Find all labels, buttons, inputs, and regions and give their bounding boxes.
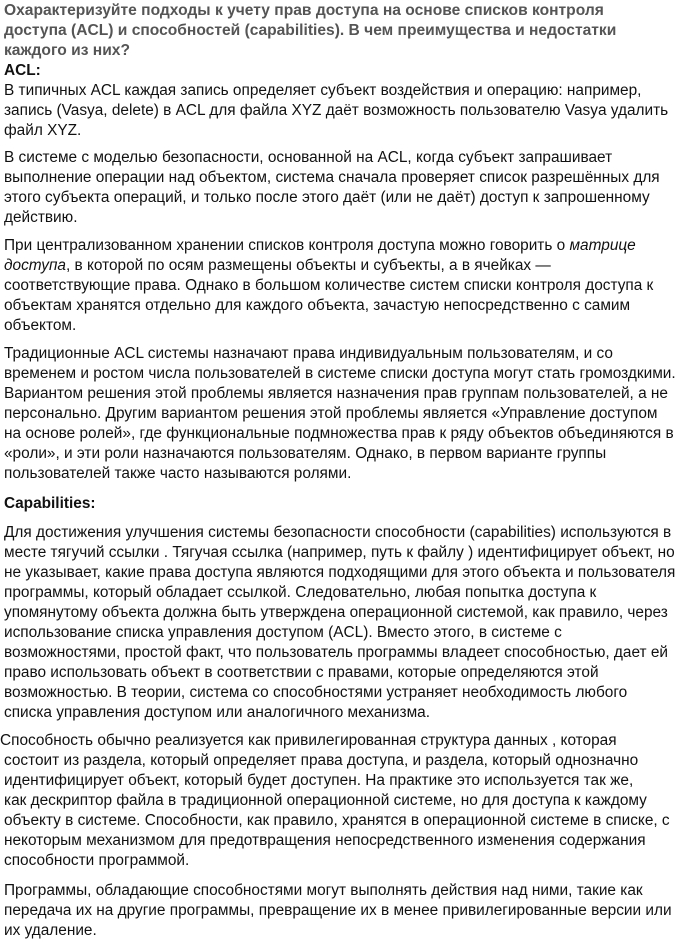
cap-p2-line-2: состоит из раздела, который определяет права доступа, и раздела, который однозначно (4, 752, 639, 769)
cap-p1-line-6: использование списка управления доступом (ACL). Вместо этого, в системе с (4, 624, 562, 641)
acl-p4-line-3: Вариантом решения этой проблемы является назначения прав группам пользователей, а не (4, 385, 668, 402)
cap-p1-line-10: списка управления доступом или аналогичного механизма. (4, 704, 430, 721)
cap-p1-line-8: право использовать объект в соответствии с правами, которые определяются этой (4, 664, 599, 681)
acl-p4-line-4: персонально. Другим вариантом решения этой проблемы является «Управление доступом (4, 405, 658, 422)
acl-p3-line-1 (4, 236, 636, 257)
acl-p4-line-6: «роли», и эти роли назначаются пользователям. Однако, в первом варианте группы (4, 445, 607, 462)
acl-p4-line-5: на основе ролей», где функциональные подмножества прав к ряду объектов объединяются в (4, 425, 674, 442)
cap-p1-line-3: не указывает, какие права доступа являются подходящими для этого объекта и пользователя (4, 564, 676, 581)
acl-p4-line-7: пользователей также часто называются ролями. (4, 465, 352, 482)
cap-p1-line-9: возможностью. В теории, система со способностями устраняет необходимость любого (4, 684, 628, 701)
acl-p2-line-4: действию. (4, 209, 78, 226)
acl-p2-line-3: этого субъекта операций, и только после этого даёт (или не даёт) доступ к запрошенному (4, 189, 650, 206)
question-line-2: доступа (ACL) и способностей (capabilities). В чем преимущества и недостатки (4, 22, 617, 39)
acl-p3-emphasis: доступа (4, 257, 66, 274)
cap-p2-line-4: как дескриптор файла в традиционной операционной системе, но для доступа к каждому (4, 792, 647, 809)
question-line-3: каждого из них? (4, 42, 130, 59)
cap-p1-line-1: Для достижения улучшения системы безопасности способности (capabilities) используются в (4, 524, 672, 541)
acl-p3-line-2 (4, 256, 551, 277)
cap-p1-line-2: месте тягучий ссылки . Тягучая ссылка (например, путь к файлу ) идентифицирует объект, но (4, 544, 675, 561)
cap-p1-line-4: программы, который обладает ссылкой. Следовательно, любая попытка доступа к (4, 584, 597, 601)
acl-p2-line-2: выполнение операции над объектом, система сначала проверяет список разрешённых для (4, 169, 660, 186)
acl-p1-line-3: файл XYZ. (4, 122, 82, 139)
acl-p3-line-3: соответствующие права. Однако в большом количестве систем списки контроля доступа к (4, 277, 654, 294)
question-line-1: Охарактеризуйте подходы к учету прав доступа на основе списков контроля (4, 2, 604, 19)
acl-p1-line-2: запись (Vasya, delete) в ACL для файла XYZ даёт возможность пользователю Vasya удалить (4, 102, 669, 119)
cap-p3-line-2: передача их на другие программы, превращение их в менее привилегированные версии или (4, 902, 672, 919)
cap-p2-line-7: способности программой. (4, 852, 190, 869)
acl-p1-line-1: В типичных ACL каждая запись определяет субъект воздействия и операцию: например, (4, 82, 642, 99)
acl-p3-line-5: объектом. (4, 317, 77, 334)
cap-p2-line-6: некоторым механизмом для предотвращения непосредственного изменения содержания (4, 832, 646, 849)
acl-p3-text: , в которой по осям размещены объекты и субъекты, а в ячейках — (65, 257, 551, 274)
capabilities-heading: Capabilities: (4, 495, 96, 512)
cap-p3-line-3: их удаление. (4, 922, 97, 939)
cap-p2-line-3: идентифицирует объект, который будет доступен. На практике это используется так же, (4, 772, 634, 789)
cap-p2-line-1: Способность обычно реализуется как привилегированная структура данных , которая (0, 732, 617, 749)
acl-p3-text: При централизованном хранении списков контроля доступа можно говорить о (4, 237, 570, 254)
acl-p3-emphasis: матрице (569, 237, 636, 254)
acl-p4-line-1: Традиционные ACL системы назначают права индивидуальным пользователям, и со (4, 345, 613, 362)
cap-p2-line-5: объекту в системе. Способности, как правило, хранятся в операционной системе в списке, с (4, 812, 670, 829)
acl-p4-line-2: временем и ростом числа пользователей в системе списки доступа могут стать громоздкими. (4, 365, 676, 382)
cap-p1-line-5: упомянутому объекта должна быть утверждена операционной системой, как правило, через (4, 604, 668, 621)
cap-p3-line-1: Программы, обладающие способностями могут выполнять действия над ними, такие как (4, 882, 643, 899)
acl-p2-line-1: В системе с моделью безопасности, основанной на ACL, когда субъект запрашивает (4, 149, 613, 166)
acl-heading: ACL: (4, 62, 41, 79)
acl-p3-line-4: объектам хранятся отдельно для каждого объекта, зачастую непосредственно с самим (4, 297, 631, 314)
cap-p1-line-7: возможностями, простой факт, что пользователь программы владеет способностью, дает ей (4, 644, 668, 661)
